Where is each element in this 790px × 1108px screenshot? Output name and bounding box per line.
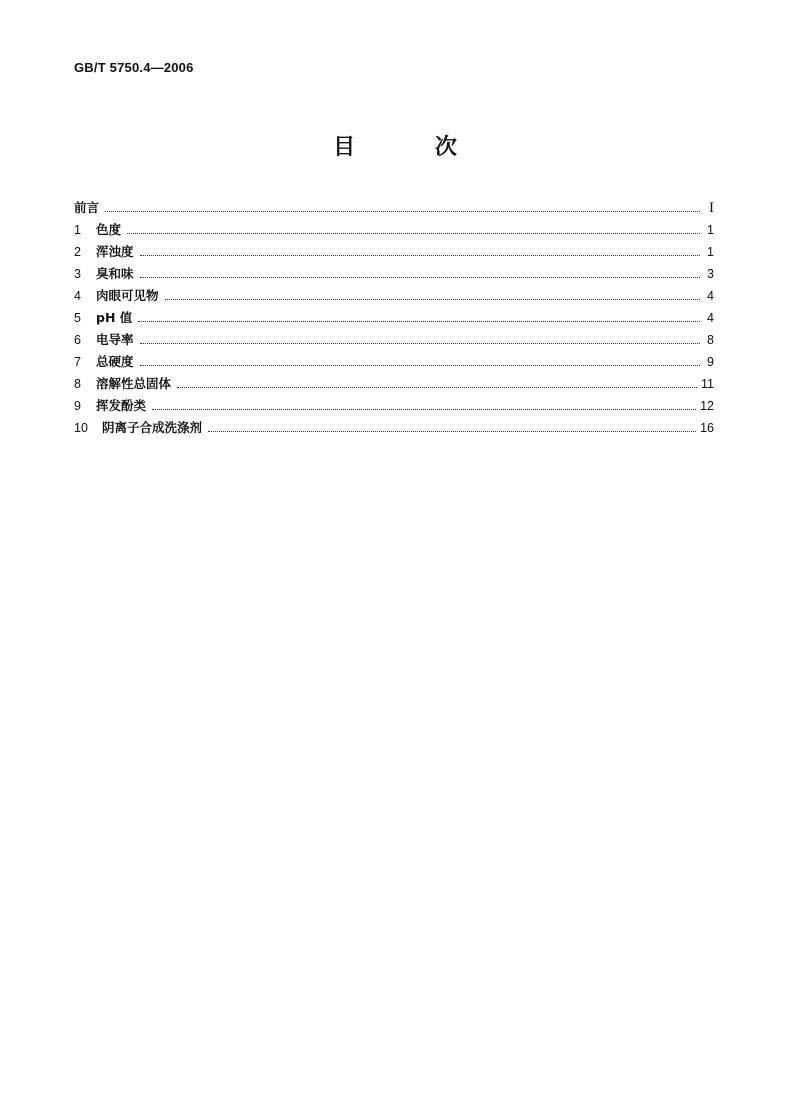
toc-entry-page: 4 — [707, 311, 714, 325]
toc-entry-page: 11 — [701, 377, 714, 391]
toc-entry-3[interactable] — [74, 264, 714, 286]
toc-entry-page: 9 — [707, 355, 714, 369]
toc-entry-page: 12 — [700, 399, 714, 413]
toc-entry-number: 7 — [74, 355, 81, 369]
toc-entry-label: 前言 — [74, 200, 100, 215]
toc-leader-dots — [140, 365, 700, 366]
toc-entry-number: 9 — [74, 399, 81, 413]
toc-leader-dots — [105, 211, 700, 212]
toc-leader-dots — [127, 233, 700, 234]
toc-entry-page: 16 — [700, 421, 714, 435]
toc-leader-dots — [140, 255, 700, 256]
toc-entry-2[interactable] — [74, 242, 714, 264]
toc-entry-10[interactable] — [74, 418, 714, 440]
toc-entry-number: 3 — [74, 267, 81, 281]
page-title: 目 次 — [333, 135, 493, 160]
toc-entry-4[interactable] — [74, 286, 714, 308]
toc-entry-label: 臭和味 — [96, 266, 134, 281]
toc-entry-page: 1 — [707, 223, 714, 237]
toc-entry-9[interactable] — [74, 396, 714, 418]
document-code: GB/T 5750.4—2006 — [74, 60, 194, 75]
toc-entry-label: 肉眼可见物 — [96, 288, 159, 303]
toc-entry-7[interactable] — [74, 352, 714, 374]
toc-entry-number: 5 — [74, 311, 81, 325]
toc-entry-page: 3 — [707, 267, 714, 281]
toc-entry-page: I — [709, 200, 714, 216]
toc-entry-label: 总硬度 — [96, 354, 134, 369]
toc-entry-5[interactable] — [74, 308, 714, 330]
toc-leader-dots — [140, 277, 700, 278]
toc-leader-dots — [208, 431, 696, 432]
toc-leader-dots — [165, 299, 700, 300]
toc-entry-number: 4 — [74, 289, 81, 303]
toc-entry-6[interactable] — [74, 330, 714, 352]
toc-entry-number: 10 — [74, 421, 88, 435]
toc-entry-label: 电导率 — [96, 332, 134, 347]
toc-entry-label: 浑浊度 — [96, 244, 134, 259]
toc-leader-dots — [152, 409, 696, 410]
toc-entry-number: 1 — [74, 223, 81, 237]
toc-entry-number: 6 — [74, 333, 81, 347]
toc-entry-page: 4 — [707, 289, 714, 303]
toc-entry-page: 8 — [707, 333, 714, 347]
toc-entry-label: pH 值 — [96, 310, 133, 325]
toc-entry-label: 挥发酚类 — [96, 398, 147, 413]
toc-leader-dots — [138, 321, 700, 322]
toc-entry-number: 2 — [74, 245, 81, 259]
toc-entry-page: 1 — [707, 245, 714, 259]
toc-entry-8[interactable] — [74, 374, 714, 396]
toc-entry-foreword[interactable] — [74, 198, 714, 220]
table-of-contents — [74, 198, 714, 440]
toc-entry-label: 溶解性总固体 — [96, 376, 172, 391]
toc-leader-dots — [140, 343, 700, 344]
toc-entry-label: 阴离子合成洗涤剂 — [102, 420, 203, 435]
toc-entry-label: 色度 — [96, 222, 122, 237]
toc-entry-1[interactable] — [74, 220, 714, 242]
toc-entry-number: 8 — [74, 377, 81, 391]
toc-leader-dots — [177, 387, 697, 388]
